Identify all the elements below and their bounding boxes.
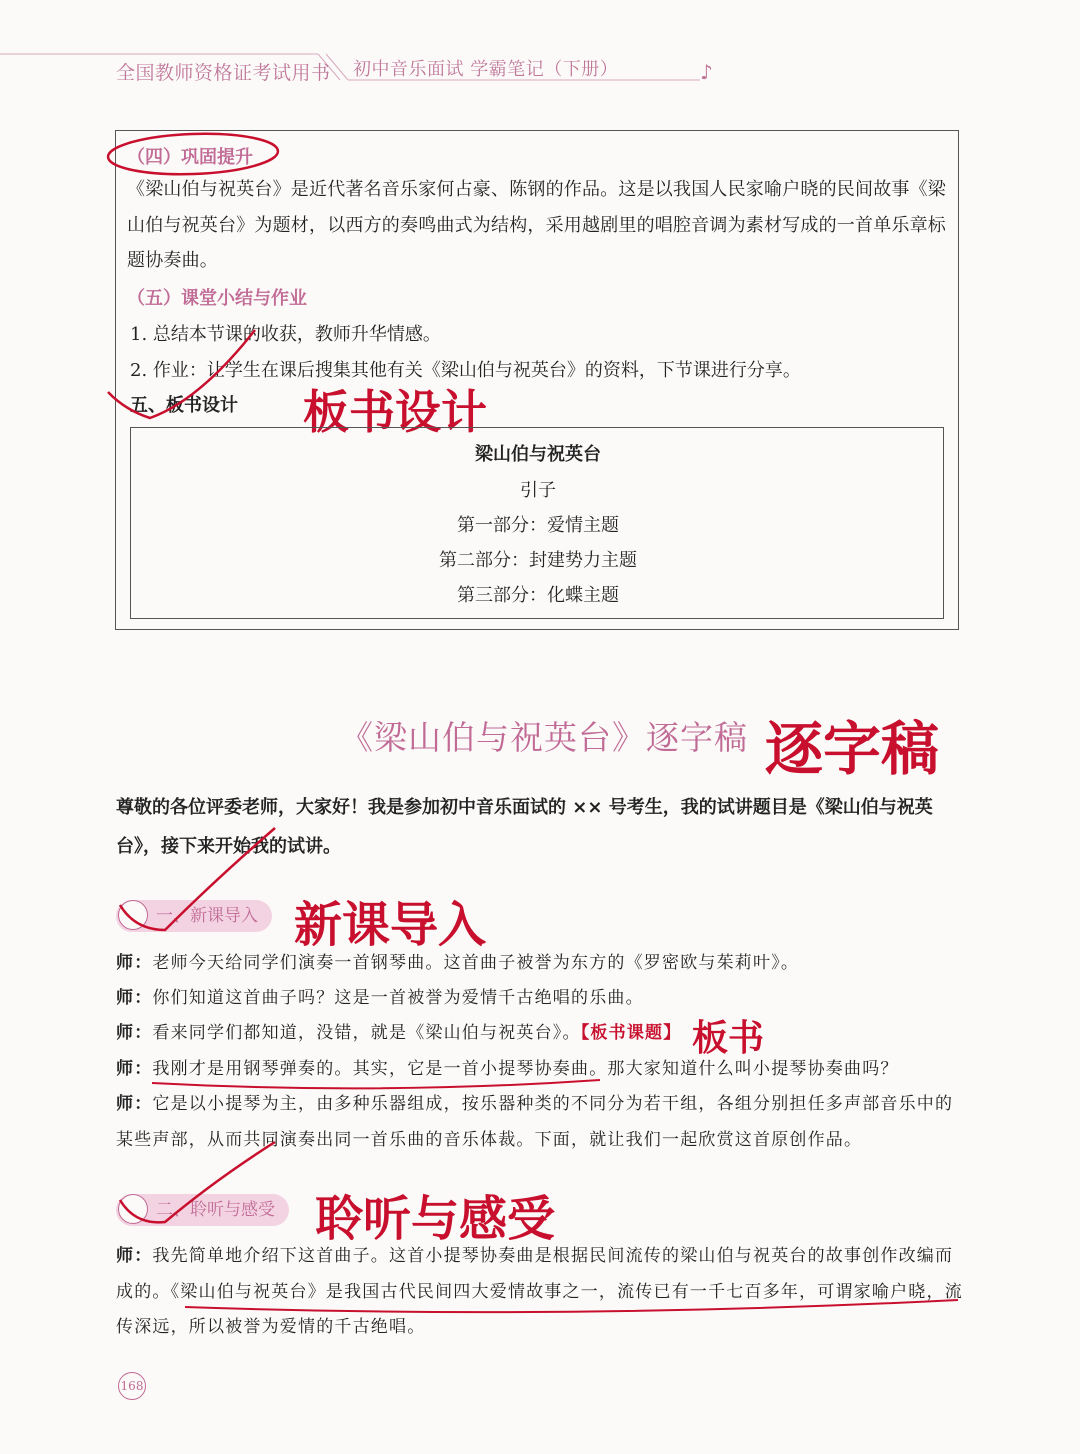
handwritten-script-note: 逐字稿 (765, 715, 940, 783)
section4-title: （四）巩固提升 (127, 147, 253, 168)
section4-paragraph: 《梁山伯与祝英台》是近代著名音乐家何占豪、陈钢的作品。这是以我国人民家喻户晓的民间故事《梁山伯与祝英台》为题材，以西方的奏鸣曲式为结构，采用越剧里的唱腔音调为素材写成的一首单乐章标题协奏曲。 (127, 179, 946, 271)
speaker-label: 师： (116, 1059, 153, 1079)
check-mark (120, 828, 275, 930)
handwritten-board-note: 板书设计 (303, 385, 487, 439)
script-intro: 尊敬的各位评委老师，大家好！我是参加初中音乐面试的 ×× 号考生，我的试讲题目是《梁山伯与祝英台》，接下来开始我的试讲。 (116, 797, 933, 857)
board-line: 第三部分：化蝶主题 (457, 585, 619, 606)
board-heading: 五、板书设计 (130, 395, 238, 416)
part2-tag-label: 二、聆听与感受 (156, 1200, 275, 1220)
speaker-label: 师： (116, 988, 153, 1008)
handwritten-part2-note: 聆听与感受 (315, 1191, 556, 1247)
dialogue-text: 我刚才是用钢琴弹奏的。其实，它是一首小提琴协奏曲。那大家知道什么叫小提琴协奏曲吗？ (152, 1059, 899, 1079)
board-title: 梁山伯与祝英台 (475, 444, 601, 465)
section5-title: （五）课堂小结与作业 (127, 288, 307, 309)
speaker-label: 师： (116, 1023, 153, 1043)
section5-item2: 2. 作业：让学生在课后搜集其他有关《梁山伯与祝英台》的资料，下节课进行分享。 (130, 360, 801, 381)
dialogue-text: 老师今天给同学们演奏一首钢琴曲。这首曲子被誉为东方的《罗密欧与茱莉叶》。 (152, 953, 800, 973)
dialogue-text: 它是以小提琴为主，由多种乐器组成，按乐器种类的不同分为若干组，各组分别担任多声部音乐中的某些声部，从而共同演奏出同一首乐曲的音乐体裁。下面，就让我们一起欣赏这首原创作品。 (116, 1094, 954, 1150)
section5-item1: 1. 总结本节课的收获，教师升华情感。 (130, 324, 441, 345)
check-mark (120, 1142, 275, 1222)
underline-mark (185, 1300, 958, 1312)
check-mark (108, 330, 255, 418)
board-line: 第一部分：爱情主题 (457, 515, 619, 536)
board-topic-tag: 【板书课题】 (580, 1023, 682, 1043)
speaker-label: 师： (116, 1094, 153, 1114)
handwritten-board-mark: 板书 (692, 1018, 765, 1059)
underline-mark (152, 1080, 600, 1088)
music-note-icon: ♪ (700, 60, 713, 84)
board-line: 第二部分：封建势力主题 (439, 550, 637, 571)
speaker-label: 师： (116, 1246, 153, 1266)
speaker-label: 师： (116, 953, 153, 973)
book-series-title: 全国教师资格证考试用书 (116, 62, 331, 84)
dialogue-text: 看来同学们都知道，没错，就是《梁山伯与祝英台》。 (152, 1023, 581, 1043)
circle-mark (107, 131, 278, 177)
book-title: 初中音乐面试 学霸笔记（下册） (353, 59, 619, 80)
dialogue-text: 我先简单地介绍下这首曲子。这首小提琴协奏曲是根据民间流传的梁山伯与祝英台的故事创作改编而成的。《梁山伯与祝英台》是我国古代民间四大爱情故事之一，流传已有一千七百多年，可谓家喻户晓，流传深远，所以被誉为爱情的千古绝唱。 (116, 1246, 963, 1337)
board-line: 引子 (520, 480, 556, 501)
script-title: 《梁山伯与祝英台》逐字稿 (340, 718, 748, 757)
page-number: 168 (118, 1372, 146, 1400)
handwritten-part1-note: 新课导入 (294, 897, 487, 953)
dialogue-text: 你们知道这首曲子吗？这是一首被誉为爱情千古绝唱的乐曲。 (152, 988, 644, 1008)
part1-tag-label: 一、新课导入 (156, 906, 258, 926)
